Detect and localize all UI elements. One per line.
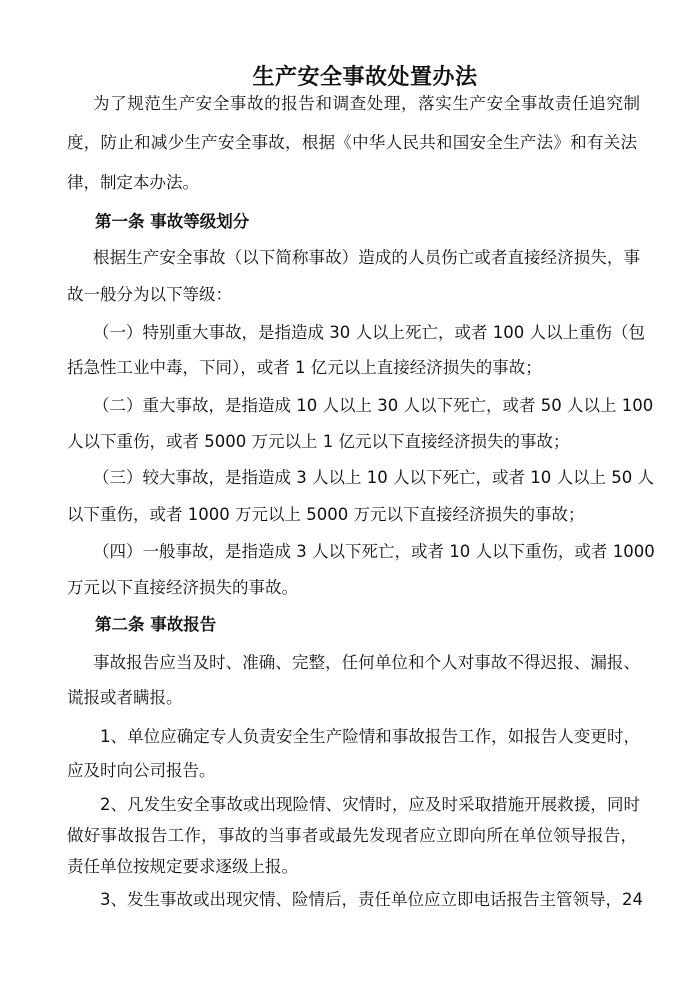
- paragraph-line: 括急性工业中毒，下同），或者 1 亿元以上直接经济损失的事故；: [67, 358, 542, 377]
- article-heading: 第二条 事故报告: [95, 615, 217, 634]
- paragraph-line: 以下重伤，或者 1000 万元以上 5000 万元以下直接经济损失的事故；: [67, 505, 585, 524]
- document-title: 生产安全事故处置办法: [252, 65, 478, 90]
- intro-line: 为了规范生产安全事故的报告和调查处理，落实生产安全事故责任追究制: [93, 94, 640, 113]
- paragraph-line: 2、凡发生安全事故或出现险情、灾情时，应及时采取措施开展救援，同时: [100, 795, 640, 814]
- paragraph-line: 做好事故报告工作，事故的当事者或最先发现者应立即向所在单位领导报告，: [67, 826, 637, 845]
- paragraph-line: 谎报或者瞒报。: [67, 688, 183, 707]
- article-heading: 第一条 事故等级划分: [95, 212, 250, 231]
- paragraph-line: 1、单位应确定专人负责安全生产险情和事故报告工作，如报告人变更时，: [100, 727, 640, 746]
- paragraph-line: 人以下重伤，或者 5000 万元以上 1 亿元以下直接经济损失的事故；: [67, 432, 570, 451]
- paragraph-line: （二）重大事故，是指造成 10 人以上 30 人以下死亡，或者 50 人以上 100: [93, 396, 654, 415]
- paragraph-line: （三）较大事故，是指造成 3 人以上 10 人以下死亡，或者 10 人以上 50 人: [93, 468, 654, 487]
- paragraph-line: 事故报告应当及时、准确、完整，任何单位和个人对事故不得迟报、漏报、: [93, 653, 640, 672]
- paragraph-line: （一）特别重大事故，是指造成 30 人以上死亡，或者 100 人以上重伤（包: [93, 323, 645, 342]
- paragraph-line: （四）一般事故，是指造成 3 人以下死亡，或者 10 人以下重伤，或者 1000: [93, 542, 655, 561]
- paragraph-line: 责任单位按规定要求逐级上报。: [67, 857, 298, 876]
- paragraph-line: 故一般分为以下等级：: [67, 285, 232, 304]
- intro-line: 律，制定本办法。: [67, 173, 199, 192]
- paragraph-line: 根据生产安全事故（以下简称事故）造成的人员伤亡或者直接经济损失，事: [93, 248, 640, 267]
- paragraph-line: 应及时向公司报告。: [67, 761, 216, 780]
- paragraph-line: 万元以下直接经济损失的事故。: [67, 578, 298, 597]
- paragraph-line: 3、发生事故或出现灾情、险情后，责任单位应立即电话报告主管领导，24: [100, 890, 643, 909]
- intro-line: 度，防止和减少生产安全事故，根据《中华人民共和国安全生产法》和有关法: [67, 133, 637, 152]
